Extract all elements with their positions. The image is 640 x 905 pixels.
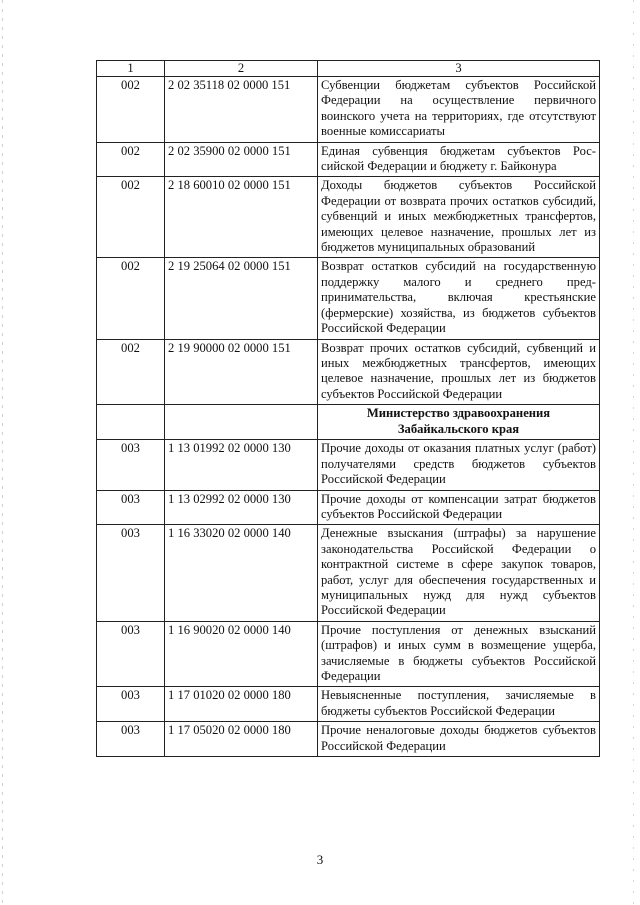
admin-code-cell: 002 xyxy=(97,177,165,258)
column-header-3: 3 xyxy=(318,61,600,77)
admin-code-cell: 003 xyxy=(97,722,165,757)
description-cell: Прочие доходы от оказания платных услуг (работ) получателями средств бюджетов субъектов Российской Федерации xyxy=(318,440,600,490)
budget-code-cell: 2 02 35900 02 0000 151 xyxy=(165,142,318,177)
admin-code-cell: 002 xyxy=(97,339,165,405)
budget-code-cell: 1 16 33020 02 0000 140 xyxy=(165,525,318,621)
header-row xyxy=(97,61,600,77)
admin-code-cell: 003 xyxy=(97,490,165,525)
admin-code-cell: 003 xyxy=(97,621,165,687)
page-number: 3 xyxy=(316,852,324,867)
scan-edge-right xyxy=(633,0,634,905)
table-row xyxy=(97,177,600,258)
budget-code-cell: 2 19 25064 02 0000 151 xyxy=(165,258,318,339)
table-row xyxy=(97,258,600,339)
description-cell: Возврат прочих остатков субсидий, субвенций и иных межбюджетных трансфертов, имеющих целевое назначение, прошлых лет из бюджетов субъектов Российской Федерации xyxy=(318,339,600,405)
description-cell: Прочие доходы от компенсации затрат бюджетов субъектов Российской Федерации xyxy=(318,490,600,525)
description-cell: Денежные взыскания (штрафы) за нарушение законодательства Российской Федерации о контрактной системе в сфере закупок товаров, работ, услуг для обеспечения государственных и муниципальных нужд для нужд субъектов Российской Федерации xyxy=(318,525,600,621)
description-cell: Единая субвенция бюджетам субъектов Российской Федерации и бюджету г. Байконура xyxy=(318,142,600,177)
table-row xyxy=(97,525,600,621)
budget-code-cell: 1 13 01992 02 0000 130 xyxy=(165,440,318,490)
table-row xyxy=(97,142,600,177)
admin-code-cell: 002 xyxy=(97,77,165,143)
column-header-2: 2 xyxy=(165,61,318,77)
table-row xyxy=(97,440,600,490)
description-cell: Прочие неналоговые доходы бюджетов субъектов Российской Федерации xyxy=(318,722,600,757)
admin-code-cell: 002 xyxy=(97,142,165,177)
scan-edge-left xyxy=(2,0,3,905)
description-cell: Субвенции бюджетам субъектов Российской Федерации на осуществление первичного воинского учета на территориях, где отсутствуют военные комиссариаты xyxy=(318,77,600,143)
column-header-1: 1 xyxy=(97,61,165,77)
budget-code-cell: 2 18 60010 02 0000 151 xyxy=(165,177,318,258)
revenue-codes-table xyxy=(96,60,600,757)
table-row xyxy=(97,339,600,405)
admin-code-cell: 003 xyxy=(97,687,165,722)
budget-code-cell: 1 16 90020 02 0000 140 xyxy=(165,621,318,687)
budget-code-cell: 2 02 35118 02 0000 151 xyxy=(165,77,318,143)
table-row xyxy=(97,621,600,687)
description-cell: Невыясненные поступления, зачисляемые в бюджеты субъектов Российской Федерации xyxy=(318,687,600,722)
budget-code-cell: 1 13 02992 02 0000 130 xyxy=(165,490,318,525)
table-row xyxy=(97,490,600,525)
admin-code-cell: 003 xyxy=(97,525,165,621)
empty-cell xyxy=(97,405,165,440)
section-heading: Министерство здравоохранения Забайкальского края xyxy=(318,405,600,440)
table-row xyxy=(97,687,600,722)
empty-cell xyxy=(165,405,318,440)
budget-code-cell: 2 19 90000 02 0000 151 xyxy=(165,339,318,405)
description-cell: Доходы бюджетов субъектов Российской Федерации от возврата прочих остатков субсидий, субвенций и иных межбюджетных трансфертов, имеющих целевое назначение, прошлых лет из бюджетов муниципальных образований xyxy=(318,177,600,258)
budget-code-cell: 1 17 05020 02 0000 180 xyxy=(165,722,318,757)
description-cell: Возврат остатков субсидий на государственную поддержку малого и среднего предпринимательства, включая крестьянские (фермерские) хозяйства, из бюджетов субъектов Российской Федерации xyxy=(318,258,600,339)
table-row xyxy=(97,77,600,143)
section-heading-row xyxy=(97,405,600,440)
description-cell: Прочие поступления от денежных взысканий (штрафов) и иных сумм в возмещение ущерба, зачисляемые в бюджеты субъектов Российской Федерации xyxy=(318,621,600,687)
budget-code-cell: 1 17 01020 02 0000 180 xyxy=(165,687,318,722)
admin-code-cell: 003 xyxy=(97,440,165,490)
admin-code-cell: 002 xyxy=(97,258,165,339)
table-row xyxy=(97,722,600,757)
